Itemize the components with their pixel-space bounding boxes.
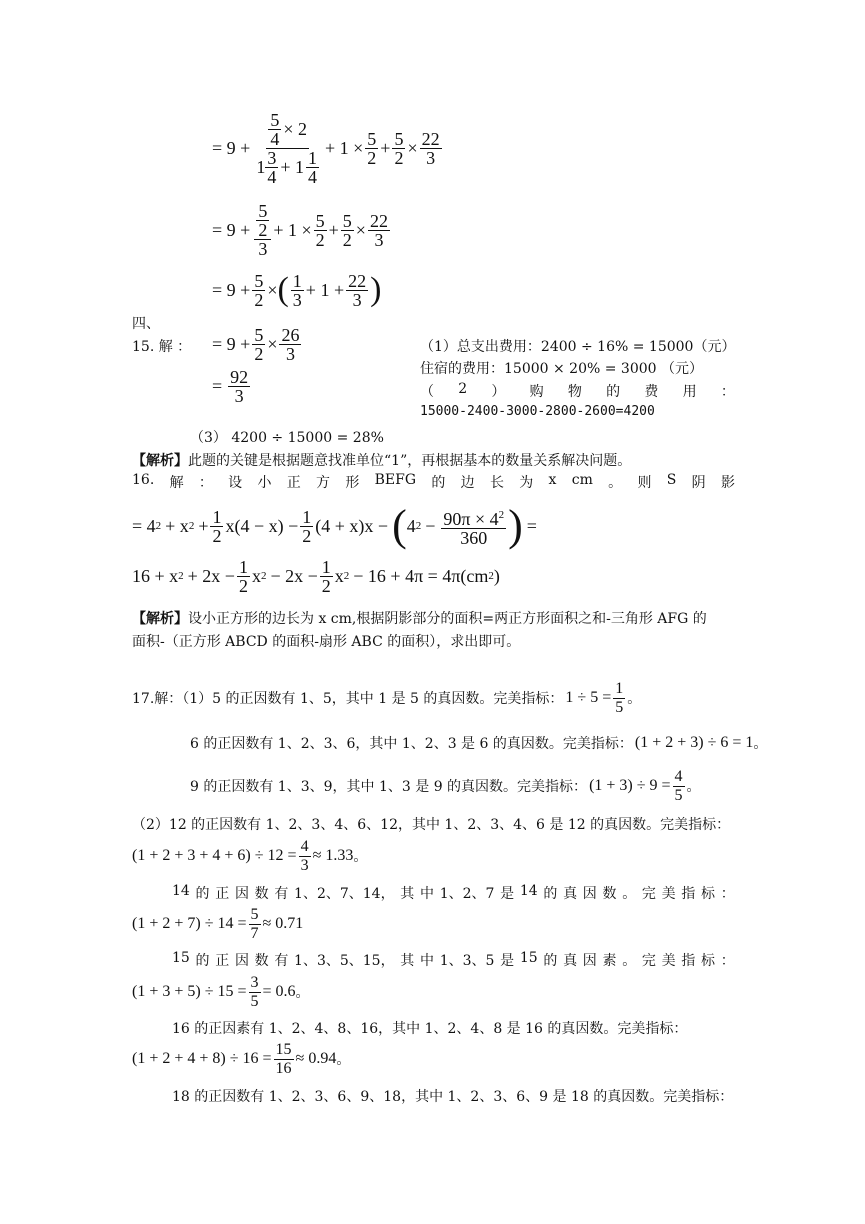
word: 指 — [681, 953, 696, 969]
word: 因 — [234, 886, 249, 902]
q15-part3 — [420, 381, 735, 401]
q16-intro — [132, 472, 735, 492]
q16-eq-2 — [132, 556, 500, 596]
mixed-whole: 1 — [256, 157, 266, 177]
word: 影 — [720, 475, 735, 491]
frac-num: 22 — [348, 270, 367, 291]
frac-den: 4 — [307, 166, 317, 187]
word: 其 — [400, 886, 415, 902]
frac-den: 360 — [460, 527, 488, 548]
frac-num: 1 — [307, 147, 317, 168]
frac-den: 3 — [234, 385, 244, 406]
eq-text: 。 — [353, 849, 368, 865]
q15-part2-calc: 15000-2400-3000-2800-2600=4200 — [420, 404, 655, 419]
eq-text: × 2 — [283, 119, 307, 139]
analysis-text: 此题的关键是根据题意找准单位“1”，再根据基本的数量关系解决问题。 — [188, 453, 632, 469]
q17-line-8: 18 的正因数有 1、2、3、6、9、18，其中 1、2、3、6、9 是 18 的真因数。完美指标： — [172, 1089, 734, 1105]
eq-text: (1 + 2 + 7) ÷ 14 = — [132, 915, 247, 932]
frac-den: 2 — [258, 220, 268, 240]
frac-den: 3 — [285, 343, 295, 364]
word: 的 — [195, 953, 210, 969]
math-line-5 — [212, 362, 252, 410]
eq-text: + — [198, 515, 209, 536]
frac-num: 5 — [254, 270, 264, 291]
math-line-3: = 9 + $\frac{5}{2}$ × ( $\frac{1}{3}$ + 1 + $\frac{22}{3}$ ) — [212, 270, 382, 310]
frac-den: 4 — [270, 128, 280, 149]
eq-text: x(4 − x) − — [225, 515, 299, 536]
frac-num: 5 — [254, 324, 264, 345]
eq-text: (1 + 3 + 5) ÷ 15 = — [132, 983, 247, 1000]
math-line-2 — [212, 198, 392, 262]
frac-num: 90π × 4 — [443, 508, 499, 529]
word: 边 — [460, 475, 475, 491]
word: 的 — [431, 475, 446, 491]
frac-den: 16 — [275, 1059, 292, 1077]
eq-text: = — [526, 515, 537, 536]
analysis-tag: 【解析】 — [132, 611, 188, 627]
word: 2 — [458, 381, 468, 397]
eq-text: + 1 × — [273, 219, 312, 240]
frac-den: 2 — [367, 147, 377, 168]
word: ： — [720, 953, 735, 969]
word: （ — [420, 384, 434, 400]
eq-text: − — [425, 515, 436, 536]
section-heading: 四、 — [132, 316, 160, 332]
frac-den: 2 — [212, 525, 222, 546]
word: BEFG — [374, 472, 417, 488]
eq-text: 16 + x — [132, 565, 179, 586]
eq-text: × — [267, 333, 278, 354]
frac-den: 5 — [674, 786, 683, 804]
q15-part3-answer: （3） 4200 ÷ 15000 = 28% — [190, 430, 384, 446]
word: 数 — [602, 886, 617, 902]
q17-text: 17.解：（1）5 的正因数有 1、5，其中 1 是 5 的真因数。完美指标： — [132, 691, 564, 707]
exponent: 2 — [488, 570, 494, 582]
frac-num: 26 — [281, 324, 300, 345]
word: 16. — [132, 472, 155, 488]
frac-den: 2 — [315, 229, 325, 250]
eq-text: = 0.6 — [262, 983, 296, 1000]
word: 指 — [681, 886, 696, 902]
eq-text: 。 — [753, 736, 768, 752]
q15-part1: （1）总支出费用：2400 ÷ 16% = 15000（元） — [420, 339, 736, 355]
frac-den: 3 — [374, 229, 384, 250]
word: ： — [720, 384, 735, 400]
analysis-15 — [132, 450, 631, 470]
word: 小 — [257, 475, 272, 491]
word: 14 — [172, 883, 190, 899]
q16-eq-1: = 4 2 + x 2 + $\frac{1}{2}$ x(4 − x) − $\frac{1}{2}$ (4 + x)x − ( 4 2 − $\frac{90\pi \times 4^2}{360}$ ) = — [132, 501, 537, 550]
analysis-tag: 【解析】 — [132, 453, 188, 469]
q17-line-4: （2）12 的正因数有 1、2、3、4、6、12，其中 1、2、3、4、6 是 12 的真因数。完美指标： — [132, 817, 731, 833]
word: 为 — [519, 475, 534, 491]
word: 。 — [608, 475, 623, 491]
word: 正 — [215, 953, 230, 969]
frac-num: 92 — [230, 366, 249, 387]
eq-text: 。 — [627, 691, 642, 707]
eq-lead: = — [212, 375, 223, 396]
word: 是 — [500, 953, 515, 969]
frac-num: 1 — [292, 270, 302, 291]
frac-num: 22 — [369, 210, 388, 231]
exponent: 2 — [498, 508, 505, 521]
word: cm — [571, 472, 593, 488]
word: 14 — [519, 883, 538, 899]
q17-line-7: 16 的正因素有 1、2、4、8、16，其中 1、2、4、8 是 16 的真因数。完美指标： — [172, 1021, 688, 1037]
word: 有 — [274, 953, 289, 969]
frac-num: 4 — [300, 837, 309, 855]
q15-part2: 住宿的费用：15000 × 20% = 3000 （元） — [420, 361, 703, 377]
q17-text: 6 的正因数有 1、2、3、6，其中 1、2、3 是 6 的真因数。完美指标： — [190, 736, 633, 752]
word: 的 — [543, 886, 558, 902]
eq-lead: = 9 + — [212, 279, 251, 300]
eq-text: x — [334, 565, 344, 586]
frac-den: 3 — [300, 856, 309, 874]
word: 美 — [661, 953, 676, 969]
frac-den: 2 — [254, 289, 264, 310]
word: 。 — [622, 953, 637, 969]
eq-text: 1 ÷ 5 = — [565, 689, 612, 706]
exponent: 2 — [260, 570, 267, 582]
q17-line-5-math — [132, 902, 303, 946]
frac-num: 5 — [315, 210, 325, 231]
math-line-4 — [212, 320, 303, 368]
frac-den: 2 — [254, 343, 264, 364]
word: 数 — [254, 953, 269, 969]
analysis-text: 设小正方形的边长为 x cm,根据阴影部分的面积=两正方形面积之和-三角形 AFG 的 — [188, 611, 707, 627]
word: 费 — [644, 384, 659, 400]
word: 中 — [420, 953, 434, 969]
word: 数 — [254, 886, 269, 902]
frac-den: 4 — [267, 166, 277, 187]
frac-num: 5 — [342, 210, 352, 231]
word: 15 — [172, 950, 190, 966]
frac-den: 2 — [394, 147, 404, 168]
exponent: 2 — [343, 570, 350, 582]
word: 中 — [420, 886, 434, 902]
eq-text: × — [407, 137, 418, 158]
q17-line-7-math — [132, 1037, 350, 1081]
word: 标 — [701, 953, 715, 969]
word: 1、2、7 — [439, 886, 495, 902]
word: 有 — [274, 886, 289, 902]
word: 解 — [169, 475, 184, 491]
eq-text: (1 + 2 + 3) ÷ 6 = 1 — [634, 734, 754, 751]
word: 标 — [701, 886, 715, 902]
eq-text: ≈ 0.71 — [262, 915, 304, 932]
frac-num: 5 — [250, 905, 259, 923]
frac-den: 2 — [321, 575, 331, 596]
eq-text: + 2x − — [187, 565, 235, 586]
word: 因 — [582, 886, 597, 902]
eq-text: + 1 × — [324, 137, 364, 158]
eq-text: − 2x − — [270, 565, 318, 586]
word: 1、2、7、14， — [294, 886, 395, 902]
word: 的 — [606, 384, 621, 400]
eq-text: ≈ 0.94 — [295, 1050, 337, 1067]
word: 素 — [602, 953, 617, 969]
eq-text: x — [251, 565, 261, 586]
word: 的 — [195, 886, 210, 902]
q17-line-3 — [190, 764, 701, 808]
word: 物 — [567, 384, 582, 400]
frac-den: 2 — [342, 229, 352, 250]
word: ： — [720, 886, 735, 902]
eq-text: 4 — [406, 515, 416, 536]
word: ： — [198, 475, 213, 491]
word: 方 — [316, 475, 331, 491]
eq-text: ≈ 1.33 — [312, 847, 354, 864]
word: 正 — [215, 886, 230, 902]
math-line-1 — [212, 108, 444, 188]
frac-num: 1 — [321, 556, 331, 577]
frac-num: 15 — [275, 1040, 292, 1058]
exponent: 2 — [178, 570, 184, 582]
frac-den: 7 — [250, 924, 259, 942]
eq-lead: = 9 + — [212, 333, 251, 354]
word: 1、3、5 — [439, 953, 495, 969]
word: 是 — [500, 886, 515, 902]
frac-num: 5 — [394, 128, 404, 149]
word: 设 — [228, 475, 243, 491]
word: 购 — [529, 384, 544, 400]
exponent: 2 — [415, 520, 422, 532]
q15-label: 15. 解 ： — [132, 339, 192, 355]
frac-den: 2 — [238, 575, 248, 596]
frac-den: 5 — [615, 698, 624, 716]
eq-text: + — [380, 137, 391, 158]
frac-den: 3 — [258, 239, 268, 259]
frac-num: 4 — [674, 767, 683, 785]
q17-line-2 — [190, 730, 767, 756]
exponent: 2 — [155, 520, 162, 532]
word: 长 — [489, 475, 504, 491]
word: 的 — [543, 953, 558, 969]
eq-text: + 1 — [280, 157, 304, 177]
frac-den: 5 — [250, 992, 259, 1010]
eq-text: × — [267, 279, 278, 300]
word: 则 — [637, 475, 652, 491]
frac-num: 5 — [270, 109, 280, 130]
frac-num: 1 — [615, 679, 624, 697]
analysis-16-line-2: 面积-（正方形 ABCD 的面积-扇形 ABC 的面积），求出即可。 — [132, 634, 521, 650]
eq-text: (4 + x)x − — [315, 515, 389, 536]
word: 真 — [563, 886, 578, 902]
frac-num: 3 — [267, 147, 277, 168]
word: 阴 — [691, 475, 706, 491]
eq-text: + — [328, 219, 339, 240]
eq-text: (1 + 2 + 4 + 8) ÷ 16 = — [132, 1050, 272, 1067]
word: 形 — [345, 475, 360, 491]
eq-lead: = 9 + — [212, 137, 251, 158]
q17-line-4-math — [132, 834, 367, 878]
q17-line-5 — [172, 883, 735, 903]
eq-text: 。 — [295, 985, 310, 1001]
exponent: 2 — [188, 520, 195, 532]
eq-text: 。 — [686, 779, 701, 795]
word: 其 — [400, 953, 415, 969]
frac-num: 5 — [367, 128, 377, 149]
word: ） — [491, 384, 506, 400]
word: 因 — [582, 953, 597, 969]
compound-fraction — [254, 111, 321, 186]
word: 因 — [234, 953, 249, 969]
word: 真 — [563, 953, 578, 969]
eq-text: ) — [493, 565, 500, 586]
word: 完 — [641, 953, 656, 969]
eq-text: − 16 + 4π = 4π(cm — [353, 565, 489, 586]
eq-text: = 4 — [132, 515, 156, 536]
q17-line-6-math — [132, 970, 310, 1014]
frac-num: 22 — [421, 128, 440, 149]
eq-lead: = 9 + — [212, 219, 251, 240]
eq-text: + x — [165, 515, 189, 536]
frac-den: 3 — [292, 289, 302, 310]
eq-text: + 1 + — [305, 279, 345, 300]
eq-text: (1 + 2 + 3 + 4 + 6) ÷ 12 = — [132, 847, 297, 864]
word: x — [548, 472, 557, 488]
frac-num: 1 — [212, 506, 222, 527]
word: 美 — [661, 886, 676, 902]
word: 正 — [286, 475, 301, 491]
eq-text: 。 — [336, 1052, 351, 1068]
analysis-16-line-1 — [132, 608, 707, 628]
frac-den: 3 — [352, 289, 362, 310]
frac-den: 2 — [302, 525, 312, 546]
q17-line-1 — [132, 676, 641, 720]
q17-text: 9 的正因数有 1、3、9，其中 1、3 是 9 的真因数。完美指标： — [190, 779, 588, 795]
word: S — [666, 472, 677, 488]
eq-text: × — [355, 219, 366, 240]
frac-den: 3 — [426, 147, 436, 168]
word: 完 — [641, 886, 656, 902]
frac-num: 1 — [238, 556, 248, 577]
frac-num: 3 — [250, 973, 259, 991]
word: 1、3、5、15， — [294, 953, 395, 969]
eq-text: (1 + 3) ÷ 9 = — [589, 777, 671, 794]
word: 用 — [682, 384, 697, 400]
frac-num: 5 — [258, 201, 268, 221]
word: 。 — [622, 886, 637, 902]
frac-num: 1 — [302, 506, 312, 527]
word: 15 — [519, 950, 538, 966]
q17-line-6 — [172, 950, 735, 970]
